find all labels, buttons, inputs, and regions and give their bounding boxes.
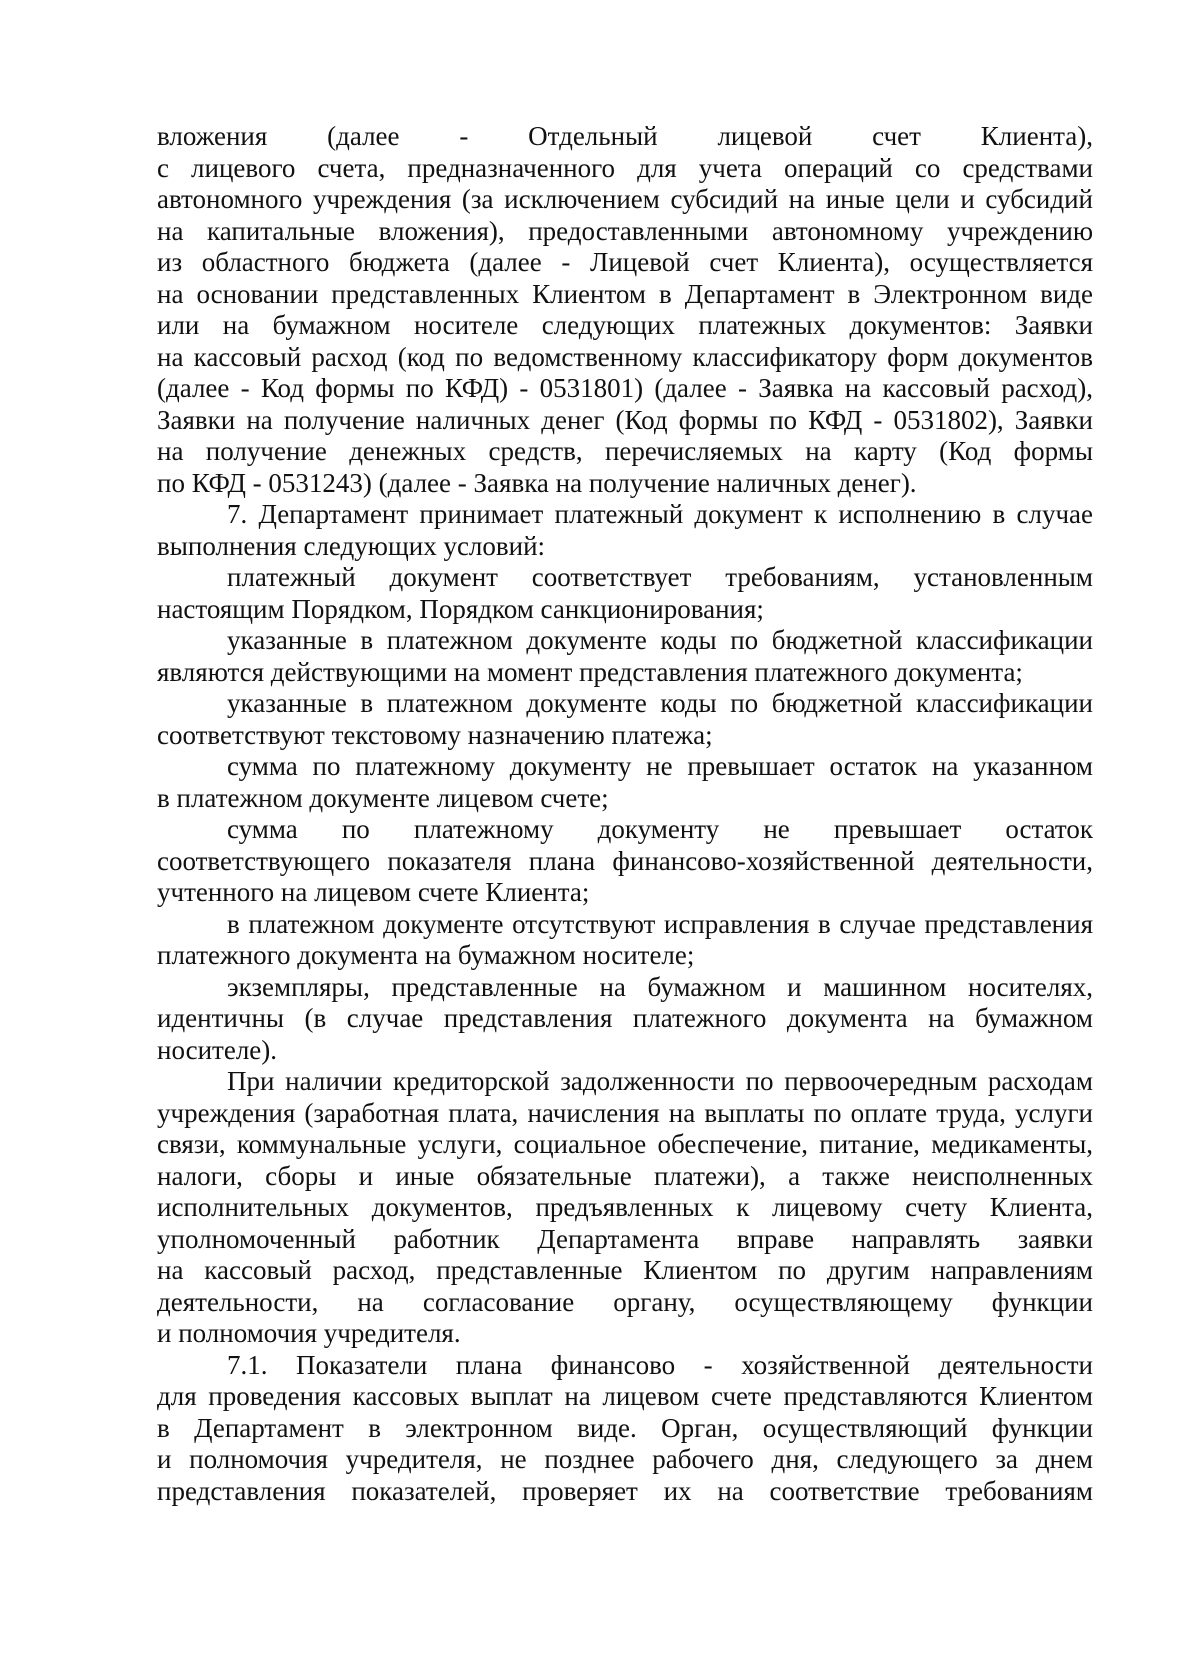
text-line: экземпляры, представленные на бумажном и машинном носителях, bbox=[227, 971, 1093, 1002]
text-line: соответствующего показателя плана финансово-хозяйственной деятельности, bbox=[157, 845, 1093, 876]
text-line: в Департамент в электронном виде. Орган, осуществляющий функции bbox=[157, 1412, 1093, 1443]
text-line: 7. Департамент принимает платежный документ к исполнению в случае bbox=[227, 499, 1093, 529]
text-line: на кассовый расход, представленные Клиентом по другим направлениям bbox=[157, 1255, 1093, 1285]
text-line: деятельности, на согласование органу, осуществляющему функции bbox=[157, 1286, 1093, 1317]
text-line: по КФД - 0531243) (далее - Заявка на получение наличных денег). bbox=[157, 467, 917, 498]
text-line: указанные в платежном документе коды по бюджетной классификации bbox=[227, 625, 1093, 655]
text-line: или на бумажном носителе следующих платежных документов: Заявки bbox=[157, 310, 1093, 340]
text-line: исполнительных документов, предъявленных к лицевому счету Клиента, bbox=[157, 1192, 1093, 1222]
text-line: указанные в платежном документе коды по бюджетной классификации bbox=[227, 688, 1093, 718]
text-line: и полномочия учредителя. bbox=[157, 1318, 461, 1348]
text-line: учреждения (заработная плата, начисления на выплаты по оплате труда, услуги bbox=[157, 1097, 1093, 1128]
text-line: на кассовый расход (код по ведомственному классификатору форм документов bbox=[157, 341, 1093, 372]
text-line: на получение денежных средств, перечисляемых на карту (Код формы bbox=[157, 436, 1093, 466]
text-line: сумма по платежному документу не превышает остаток на указанном bbox=[227, 751, 1093, 781]
text-line: вложения (далее - Отдельный лицевой счет Клиента), bbox=[157, 121, 1093, 151]
text-line: выполнения следующих условий: bbox=[157, 530, 546, 561]
text-line: в платежном документе лицевом счете; bbox=[157, 782, 609, 813]
text-line: уполномоченный работник Департамента вправе направлять заявки bbox=[157, 1223, 1093, 1254]
text-line: носителе). bbox=[157, 1034, 278, 1065]
text-line: для проведения кассовых выплат на лицевом счете представляются Клиентом bbox=[157, 1381, 1093, 1411]
text-line: являются действующими на момент представления платежного документа; bbox=[157, 656, 1023, 687]
text-line: автономного учреждения (за исключением субсидий на иные цели и субсидий bbox=[157, 184, 1093, 214]
text-line: в платежном документе отсутствуют исправления в случае представления bbox=[227, 908, 1093, 939]
text-line: сумма по платежному документу не превышает остаток bbox=[227, 814, 1093, 844]
text-line: из областного бюджета (далее - Лицевой счет Клиента), осуществляется bbox=[157, 247, 1093, 277]
text-line: (далее - Код формы по КФД) - 0531801) (далее - Заявка на кассовый расход), bbox=[157, 373, 1093, 403]
text-line: Заявки на получение наличных денег (Код формы по КФД - 0531802), Заявки bbox=[157, 404, 1093, 435]
text-line: представления показателей, проверяет их на соответствие требованиям bbox=[157, 1475, 1093, 1506]
text-line: 7.1. Показатели плана финансово - хозяйственной деятельности bbox=[227, 1349, 1093, 1380]
text-line: платежного документа на бумажном носителе; bbox=[157, 940, 695, 970]
text-line: на основании представленных Клиентом в Департамент в Электронном виде bbox=[157, 278, 1093, 309]
text-line: налоги, сборы и иные обязательные платежи), а также неисполненных bbox=[157, 1160, 1093, 1191]
text-line: с лицевого счета, предназначенного для учета операций со средствами bbox=[157, 152, 1093, 183]
document-body-text bbox=[157, 121, 1093, 1507]
text-line: и полномочия учредителя, не позднее рабочего дня, следующего за днем bbox=[157, 1444, 1093, 1474]
text-line: При наличии кредиторской задолженности по первоочередным расходам bbox=[227, 1066, 1093, 1096]
text-line: связи, коммунальные услуги, социальное обеспечение, питание, медикаменты, bbox=[157, 1129, 1093, 1159]
text-line: платежный документ соответствует требованиям, установленным bbox=[227, 562, 1093, 592]
text-line: соответствуют текстовому назначению платежа; bbox=[157, 719, 713, 750]
text-line: учтенного на лицевом счете Клиента; bbox=[157, 877, 590, 907]
text-line: идентичны (в случае представления платежного документа на бумажном bbox=[157, 1003, 1093, 1033]
text-line: настоящим Порядком, Порядком санкционирования; bbox=[157, 593, 764, 624]
text-line: на капитальные вложения), предоставленными автономному учреждению bbox=[157, 215, 1093, 246]
